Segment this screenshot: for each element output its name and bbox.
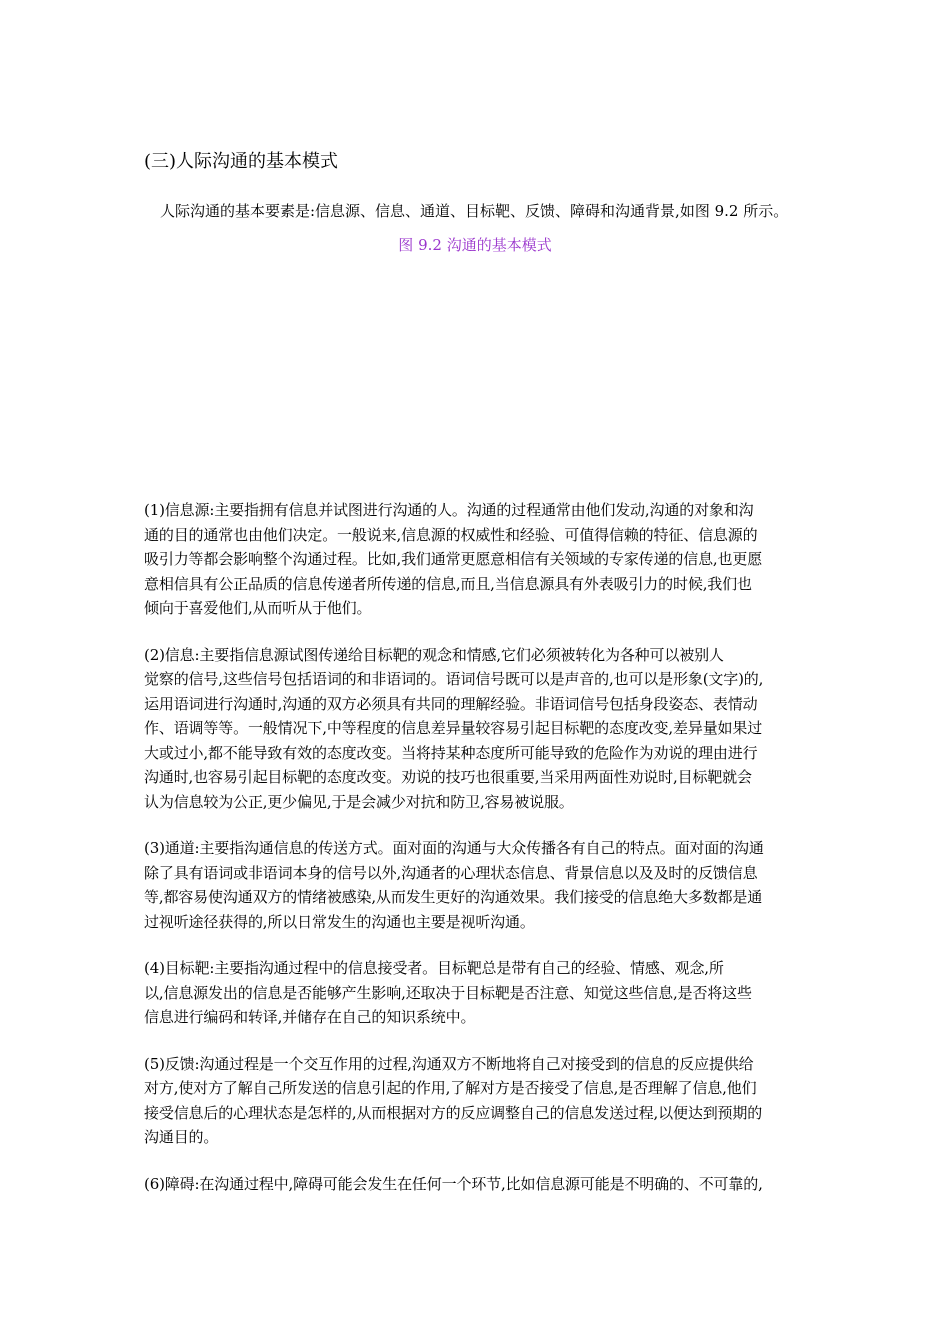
text-line: 吸引力等都会影响整个沟通过程。比如,我们通常更愿意相信有关领域的专家传递的信息,也更愿 xyxy=(144,550,763,568)
text-line: (4)目标靶:主要指沟通过程中的信息接受者。目标靶总是带有自己的经验、情感、观念,所 xyxy=(144,959,724,977)
text-line: 运用语词进行沟通时,沟通的双方必须具有共同的理解经验。非语词信号包括身段姿态、表情动 xyxy=(144,694,758,713)
figure-placeholder xyxy=(144,262,806,482)
body-text xyxy=(144,498,808,1218)
text-line: 接受信息后的心理状态是怎样的,从而根据对方的反应调整自己的信息发送过程,以便达到预期的 xyxy=(144,1103,763,1122)
text-line: 认为信息较为公正,更少偏见,于是会减少对抗和防卫,容易被说服。 xyxy=(144,792,574,811)
paragraph-channel xyxy=(144,836,808,934)
text-line: 过视听途径获得的,所以日常发生的沟通也主要是视听沟通。 xyxy=(144,912,535,931)
section-heading: (三)人际沟通的基本模式 xyxy=(144,151,339,172)
text-line: 沟通目的。 xyxy=(144,1128,219,1146)
paragraph-target xyxy=(144,956,808,1030)
text-line: 倾向于喜爱他们,从而听从于他们。 xyxy=(144,599,372,617)
text-line: 信息进行编码和转译,并储存在自己的知识系统中。 xyxy=(144,1008,476,1026)
text-line: 通的目的通常也由他们决定。一般说来,信息源的权威性和经验、可值得信赖的特征、信息源的 xyxy=(144,525,758,544)
text-line: (2)信息:主要指信息源试图传递给目标靶的观念和情感,它们必须被转化为各种可以被别人 xyxy=(144,645,724,664)
paragraph-information-source xyxy=(144,498,808,621)
text-line: 以,信息源发出的信息是否能够产生影响,还取决于目标靶是否注意、知觉这些信息,是否将这些 xyxy=(144,983,752,1002)
text-line: 觉察的信号,这些信号包括语词的和非语词的。语词信号既可以是声音的,也可以是形象(文字)的, xyxy=(144,670,764,688)
intro-paragraph: 人际沟通的基本要素是:信息源、信息、通道、目标靶、反馈、障碍和沟通背景,如图 9.2 所示。 xyxy=(160,202,789,220)
text-line: 等,都容易使沟通双方的情绪被感染,从而发生更好的沟通效果。我们接受的信息绝大多数都是通 xyxy=(144,888,763,906)
text-line: 除了具有语词或非语词本身的信号以外,沟通者的心理状态信息、背景信息以及及时的反馈信息 xyxy=(144,863,758,882)
paragraph-information xyxy=(144,643,808,815)
text-line: 沟通时,也容易引起目标靶的态度改变。劝说的技巧也很重要,当采用两面性劝说时,目标靶就会 xyxy=(144,768,752,786)
paragraph-barrier xyxy=(144,1172,808,1197)
paragraph-feedback xyxy=(144,1052,808,1150)
text-line: 作、语调等等。一般情况下,中等程度的信息差异量较容易引起目标靶的态度改变,差异量如果过 xyxy=(144,719,763,737)
text-line: 对方,使对方了解自己所发送的信息引起的作用,了解对方是否接受了信息,是否理解了信息,他们 xyxy=(144,1079,757,1097)
text-line: 大或过小,都不能导致有效的态度改变。当将持某种态度所可能导致的危险作为劝说的理由进行 xyxy=(144,743,758,762)
text-line: (1)信息源:主要指拥有信息并试图进行沟通的人。沟通的过程通常由他们发动,沟通的对象和沟 xyxy=(144,501,754,519)
text-line: (5)反馈:沟通过程是一个交互作用的过程,沟通双方不断地将自己对接受到的信息的反应提供给 xyxy=(144,1054,754,1073)
text-line: 意相信具有公正品质的信息传递者所传递的信息,而且,当信息源具有外表吸引力的时候,我们也 xyxy=(144,574,752,593)
text-line: (3)通道:主要指沟通信息的传送方式。面对面的沟通与大众传播各有自己的特点。面对面的沟通 xyxy=(144,839,764,857)
text-line: (6)障碍:在沟通过程中,障碍可能会发生在任何一个环节,比如信息源可能是不明确的、不可靠的, xyxy=(144,1174,763,1193)
figure-caption: 图 9.2 沟通的基本模式 xyxy=(398,236,552,254)
